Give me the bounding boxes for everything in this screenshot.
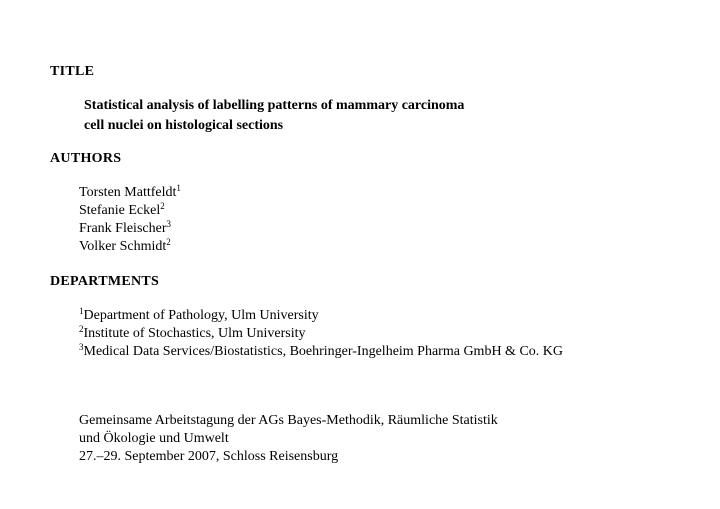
conference-date-line: 27.–29. September 2007, Schloss Reisensburg <box>79 449 339 464</box>
title-heading: TITLE <box>50 64 95 79</box>
author-name: Volker Schmidt <box>79 239 167 254</box>
affiliation-marker: 3 <box>166 219 171 230</box>
affiliation-marker: 2 <box>79 324 84 335</box>
author-list <box>79 184 181 256</box>
department-item <box>79 343 563 361</box>
paper-title-line-1: Statistical analysis of labelling patterns of mammary carcinoma <box>84 98 465 113</box>
department-name: Department of Pathology, Ulm University <box>83 308 319 323</box>
authors-heading: AUTHORS <box>50 151 122 166</box>
department-name: Medical Data Services/Biostatistics, Boehringer-Ingelheim Pharma GmbH & Co. KG <box>83 344 564 359</box>
author-name: Stefanie Eckel <box>79 203 161 218</box>
conference-info <box>79 412 498 466</box>
author-name: Frank Fleischer <box>79 221 167 236</box>
department-name: Institute of Stochastics, Ulm University <box>83 326 306 341</box>
conference-line-2: und Ökologie und Umwelt <box>79 431 229 446</box>
departments-heading: DEPARTMENTS <box>50 274 160 289</box>
department-list <box>79 307 563 361</box>
paper-title-line-2: cell nuclei on histological sections <box>84 118 284 133</box>
paper-title <box>84 96 464 136</box>
author-name: Torsten Mattfeldt <box>79 185 177 200</box>
affiliation-marker: 1 <box>79 306 84 317</box>
author-item <box>79 238 181 256</box>
department-item <box>79 325 563 343</box>
author-item <box>79 184 181 202</box>
affiliation-marker: 2 <box>160 201 165 212</box>
conference-line-1: Gemeinsame Arbeitstagung der AGs Bayes-Methodik, Räumliche Statistik <box>79 413 498 428</box>
author-item <box>79 202 181 220</box>
department-item <box>79 307 563 325</box>
affiliation-marker: 3 <box>79 342 84 353</box>
author-item <box>79 220 181 238</box>
affiliation-marker: 2 <box>166 237 171 248</box>
affiliation-marker: 1 <box>176 183 181 194</box>
